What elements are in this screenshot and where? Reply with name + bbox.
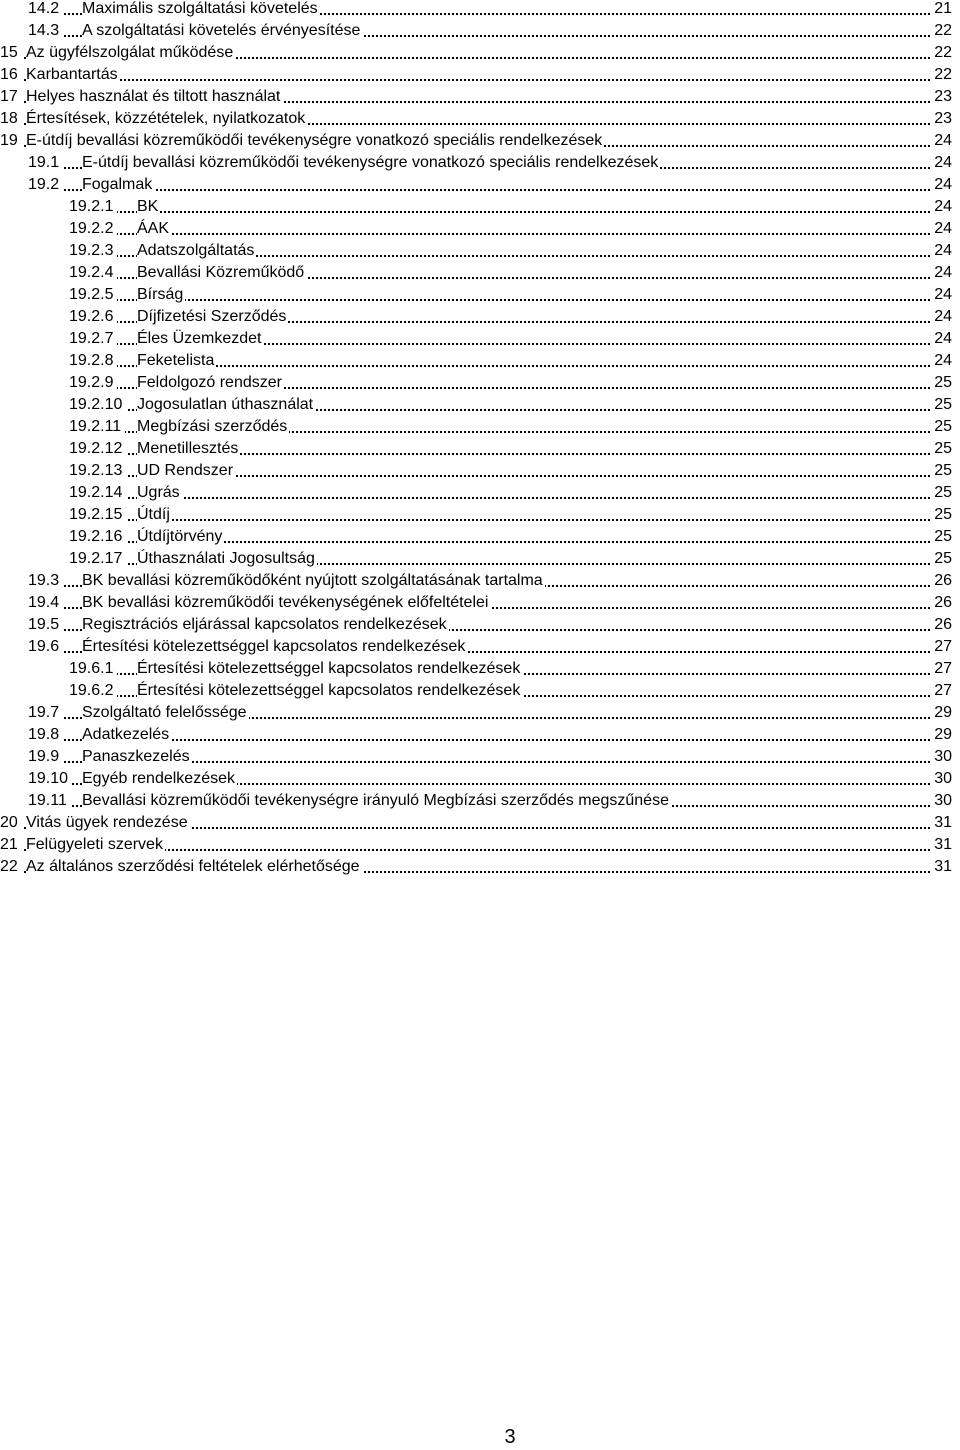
toc-entry-page: 25 xyxy=(932,460,952,482)
toc-entry[interactable] xyxy=(0,834,952,856)
toc-entry-page: 21 xyxy=(932,0,952,20)
toc-entry-number: 19.2.9 xyxy=(69,372,117,394)
toc-entry-page: 30 xyxy=(932,790,952,812)
toc-entry[interactable] xyxy=(69,306,952,328)
toc-entry[interactable] xyxy=(28,0,952,20)
toc-entry-number: 19.6.2 xyxy=(69,680,117,702)
dot-leader xyxy=(0,79,930,81)
toc-entry-number: 19 xyxy=(0,130,22,152)
toc-entry[interactable] xyxy=(0,856,952,878)
toc-entry-number: 19.2.5 xyxy=(69,284,117,306)
toc-entry[interactable] xyxy=(0,812,952,834)
toc-entry[interactable] xyxy=(69,218,952,240)
toc-entry-title: Adatkezelés xyxy=(82,724,171,746)
toc-entry-title: Vitás ügyek rendezése xyxy=(26,812,190,834)
toc-entry[interactable] xyxy=(69,328,952,350)
toc-entry-title: Jogosulatlan úthasználat xyxy=(137,394,315,416)
toc-entry[interactable] xyxy=(28,636,952,658)
toc-entry-title: Értesítések, közzétételek, nyilatkozatok xyxy=(26,108,307,130)
toc-entry-number: 17 xyxy=(0,86,22,108)
toc-entry-number: 18 xyxy=(0,108,22,130)
toc-entry[interactable] xyxy=(69,460,952,482)
toc-entry-page: 25 xyxy=(932,482,952,504)
toc-entry-page: 30 xyxy=(932,768,952,790)
toc-entry-number: 19.3 xyxy=(28,570,63,592)
page-number: 3 xyxy=(504,1426,516,1448)
toc-entry-number: 19.2.7 xyxy=(69,328,117,350)
toc-entry-page: 25 xyxy=(932,372,952,394)
toc-entry-title: Éles Üzemkezdet xyxy=(137,328,264,350)
toc-entry[interactable] xyxy=(28,724,952,746)
toc-entry-page: 24 xyxy=(932,218,952,240)
toc-entry[interactable] xyxy=(28,768,952,790)
dot-leader xyxy=(69,233,930,235)
toc-entry[interactable] xyxy=(0,86,952,108)
toc-entry-title: Felügyeleti szervek xyxy=(26,834,165,856)
toc-entry-title: Úthasználati Jogosultság xyxy=(137,548,317,570)
toc-entry-title: Regisztrációs eljárással kapcsolatos rendelkezések xyxy=(82,614,449,636)
toc-entry-page: 27 xyxy=(932,636,952,658)
toc-entry-page: 25 xyxy=(932,416,952,438)
toc-entry-number: 19.2.1 xyxy=(69,196,117,218)
toc-entry-page: 25 xyxy=(932,548,952,570)
toc-entry-number: 19.2.10 xyxy=(69,394,126,416)
toc-entry[interactable] xyxy=(28,702,952,724)
toc-entry-page: 25 xyxy=(932,504,952,526)
toc-entry[interactable] xyxy=(28,614,952,636)
toc-entry-title: BK bevallási közreműködői tevékenységének előfeltételei xyxy=(82,592,490,614)
toc-entry[interactable] xyxy=(69,350,952,372)
toc-entry[interactable] xyxy=(28,746,952,768)
toc-entry-page: 29 xyxy=(932,724,952,746)
toc-entry-page: 22 xyxy=(932,20,952,42)
toc-entry-page: 27 xyxy=(932,658,952,680)
toc-entry-title: E-útdíj bevallási közreműködői tevékenységre vonatkozó speciális rendelkezések xyxy=(26,130,604,152)
toc-entry-page: 29 xyxy=(932,702,952,724)
toc-entry-page: 23 xyxy=(932,86,952,108)
toc-entry[interactable] xyxy=(69,284,952,306)
toc-entry-number: 19.11 xyxy=(28,790,71,812)
toc-entry-title: Menetillesztés xyxy=(137,438,240,460)
toc-entry-title: Feldolgozó rendszer xyxy=(137,372,284,394)
toc-entry-page: 25 xyxy=(932,438,952,460)
toc-entry-title: Karbantartás xyxy=(26,64,120,86)
toc-entry[interactable] xyxy=(28,570,952,592)
toc-entry-page: 30 xyxy=(932,746,952,768)
toc-entry-number: 20 xyxy=(0,812,22,834)
toc-entry-page: 24 xyxy=(932,284,952,306)
toc-entry-page: 24 xyxy=(932,130,952,152)
toc-entry-page: 24 xyxy=(932,306,952,328)
toc-entry-number: 19.6.1 xyxy=(69,658,117,680)
toc-entry-page: 31 xyxy=(932,812,952,834)
toc-entry-title: Bevallási Közreműködő xyxy=(137,262,306,284)
toc-entry-number: 21 xyxy=(0,834,22,856)
toc-entry-number: 19.4 xyxy=(28,592,63,614)
toc-entry-title: ÁAK xyxy=(137,218,171,240)
toc-entry-title: Bírság xyxy=(137,284,185,306)
toc-entry-title: Egyéb rendelkezések xyxy=(82,768,237,790)
toc-entry-number: 19.2.17 xyxy=(69,548,126,570)
toc-entry[interactable] xyxy=(69,372,952,394)
toc-entry-page: 24 xyxy=(932,262,952,284)
toc-entry-number: 19.2.4 xyxy=(69,262,117,284)
toc-entry-title: Szolgáltató felelőssége xyxy=(82,702,249,724)
toc-entry-page: 27 xyxy=(932,680,952,702)
toc-entry-title: Bevallási közreműködői tevékenységre irányuló Megbízási szerződés megszűnése xyxy=(82,790,671,812)
toc-entry[interactable] xyxy=(28,20,952,42)
dot-leader xyxy=(28,189,930,191)
dot-leader xyxy=(69,211,930,213)
toc-entry-title: Maximális szolgáltatási követelés xyxy=(82,0,320,20)
toc-entry-title: Helyes használat és tiltott használat xyxy=(26,86,282,108)
toc-entry-number: 19.2.8 xyxy=(69,350,117,372)
toc-entry[interactable] xyxy=(0,64,952,86)
toc-entry-page: 25 xyxy=(932,526,952,548)
toc-entry-page: 26 xyxy=(932,614,952,636)
toc-entry-page: 24 xyxy=(932,152,952,174)
toc-entry-title: Útdíj xyxy=(137,504,172,526)
toc-entry[interactable] xyxy=(0,108,952,130)
toc-entry-number: 19.2.2 xyxy=(69,218,117,240)
toc-entry-title: Ugrás xyxy=(137,482,182,504)
toc-entry[interactable] xyxy=(69,548,952,570)
toc-entry[interactable] xyxy=(28,174,952,196)
toc-entry-title: A szolgáltatási követelés érvényesítése xyxy=(82,20,362,42)
dot-leader xyxy=(69,299,930,301)
toc-entry-title: Díjfizetési Szerződés xyxy=(137,306,288,328)
toc-entry-number: 14.3 xyxy=(28,20,63,42)
toc-entry-title: Értesítési kötelezettséggel kapcsolatos rendelkezések xyxy=(82,636,467,658)
toc-entry-page: 26 xyxy=(932,592,952,614)
toc-entry-number: 15 xyxy=(0,42,22,64)
toc-entry-number: 19.2.12 xyxy=(69,438,126,460)
toc-entry[interactable] xyxy=(28,152,952,174)
toc-entry-number: 19.8 xyxy=(28,724,63,746)
toc-entry[interactable] xyxy=(0,42,952,64)
toc-entry[interactable] xyxy=(69,504,952,526)
toc-entry-title: Az általános szerződési feltételek elérhetősége xyxy=(26,856,362,878)
toc-entry-title: Panaszkezelés xyxy=(82,746,192,768)
toc-entry-title: BK bevallási közreműködőként nyújtott szolgáltatásának tartalma xyxy=(82,570,545,592)
toc-entry[interactable] xyxy=(69,416,952,438)
toc-entry-number: 14.2 xyxy=(28,0,63,20)
toc-entry-page: 24 xyxy=(932,240,952,262)
toc-entry-number: 19.2.6 xyxy=(69,306,117,328)
toc-entry-title: Adatszolgáltatás xyxy=(137,240,256,262)
toc-entry-page: 24 xyxy=(932,350,952,372)
dot-leader xyxy=(69,497,930,499)
toc-entry[interactable] xyxy=(69,438,952,460)
toc-entry-number: 19.7 xyxy=(28,702,63,724)
toc-entry-title: BK xyxy=(137,196,160,218)
toc-entry-title: Útdíjtörvény xyxy=(137,526,224,548)
toc-entry-title: UD Rendszer xyxy=(137,460,235,482)
toc-entry[interactable] xyxy=(69,526,952,548)
toc-entry-number: 19.2.15 xyxy=(69,504,126,526)
dot-leader xyxy=(69,519,930,521)
toc-entry-page: 31 xyxy=(932,834,952,856)
toc-entry-page: 26 xyxy=(932,570,952,592)
toc-entry-number: 22 xyxy=(0,856,22,878)
toc-entry[interactable] xyxy=(69,240,952,262)
toc-entry-number: 19.2.13 xyxy=(69,460,126,482)
toc-entry-title: Megbízási szerződés xyxy=(137,416,289,438)
toc-entry-title: Értesítési kötelezettséggel kapcsolatos rendelkezések xyxy=(137,680,522,702)
toc-entry-number: 19.2 xyxy=(28,174,63,196)
toc-entry-page: 24 xyxy=(932,196,952,218)
toc-entry-page: 23 xyxy=(932,108,952,130)
toc-entry-number: 19.2.3 xyxy=(69,240,117,262)
toc-entry-number: 19.6 xyxy=(28,636,63,658)
toc-entry[interactable] xyxy=(69,262,952,284)
toc-entry[interactable] xyxy=(69,394,952,416)
toc-entry[interactable] xyxy=(28,592,952,614)
toc-entry-title: Értesítési kötelezettséggel kapcsolatos rendelkezések xyxy=(137,658,522,680)
toc-entry[interactable] xyxy=(69,680,952,702)
toc-entry-number: 19.2.14 xyxy=(69,482,126,504)
toc-entry[interactable] xyxy=(69,658,952,680)
toc-entry-number: 19.2.16 xyxy=(69,526,126,548)
toc-entry-number: 19.1 xyxy=(28,152,63,174)
toc-entry[interactable] xyxy=(0,130,952,152)
toc-entry-title: Fogalmak xyxy=(82,174,154,196)
toc-entry-number: 19.10 xyxy=(28,768,72,790)
toc-entry-page: 24 xyxy=(932,174,952,196)
toc-entry-title: Az ügyfélszolgálat működése xyxy=(26,42,235,64)
toc-entry-number: 16 xyxy=(0,64,22,86)
toc-entry-page: 31 xyxy=(932,856,952,878)
toc-entry[interactable] xyxy=(28,790,952,812)
toc-entry-title: Feketelista xyxy=(137,350,216,372)
toc-entry-page: 24 xyxy=(932,328,952,350)
toc-entry-number: 19.2.11 xyxy=(69,416,125,438)
toc-entry-page: 22 xyxy=(932,42,952,64)
toc-entry-title: E-útdíj bevallási közreműködői tevékenységre vonatkozó speciális rendelkezések xyxy=(82,152,660,174)
toc-entry[interactable] xyxy=(69,196,952,218)
toc-entry[interactable] xyxy=(69,482,952,504)
toc-entry-number: 19.9 xyxy=(28,746,63,768)
toc-entry-page: 22 xyxy=(932,64,952,86)
toc-entry-number: 19.5 xyxy=(28,614,63,636)
toc-entry-page: 25 xyxy=(932,394,952,416)
